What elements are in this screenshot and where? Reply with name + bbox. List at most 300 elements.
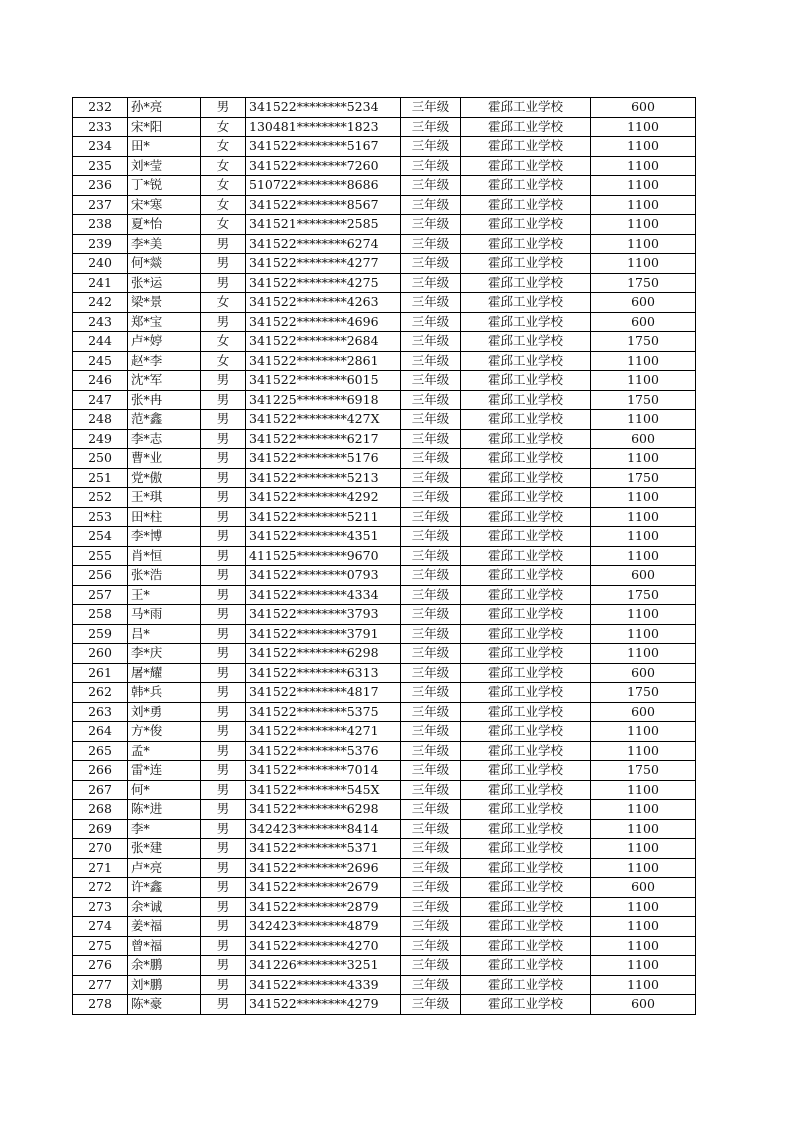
amount-cell: 1100 [591,488,696,508]
student-name-cell: 李*志 [128,429,201,449]
school-cell: 霍邱工业学校 [461,273,591,293]
table-row [73,449,696,469]
grade-cell: 三年级 [401,663,461,683]
row-number-cell: 254 [73,527,128,547]
grade-cell: 三年级 [401,429,461,449]
grade-cell: 三年级 [401,702,461,722]
student-name-cell: 王*琪 [128,488,201,508]
amount-cell: 600 [591,702,696,722]
student-name-cell: 何*燚 [128,254,201,274]
student-name-cell: 梁*景 [128,293,201,313]
school-cell: 霍邱工业学校 [461,624,591,644]
gender-cell: 男 [201,566,246,586]
id-number-cell: 341522********2696 [246,858,401,878]
school-cell: 霍邱工业学校 [461,254,591,274]
gender-cell: 男 [201,839,246,859]
row-number-cell: 232 [73,98,128,118]
gender-cell: 男 [201,917,246,937]
grade-cell: 三年级 [401,507,461,527]
id-number-cell: 341522********7260 [246,156,401,176]
gender-cell: 男 [201,488,246,508]
student-name-cell: 张*冉 [128,390,201,410]
school-cell: 霍邱工业学校 [461,566,591,586]
id-number-cell: 341522********4292 [246,488,401,508]
amount-cell: 1100 [591,195,696,215]
grade-cell: 三年级 [401,936,461,956]
gender-cell: 男 [201,410,246,430]
student-name-cell: 宋*寒 [128,195,201,215]
student-name-cell: 曾*福 [128,936,201,956]
student-name-cell: 姜*福 [128,917,201,937]
id-number-cell: 341522********5213 [246,468,401,488]
table-row [73,936,696,956]
student-name-cell: 屠*耀 [128,663,201,683]
row-number-cell: 277 [73,975,128,995]
id-number-cell: 341521********2585 [246,215,401,235]
grade-cell: 三年级 [401,98,461,118]
grade-cell: 三年级 [401,351,461,371]
gender-cell: 女 [201,351,246,371]
grade-cell: 三年级 [401,624,461,644]
table-row [73,429,696,449]
row-number-cell: 256 [73,566,128,586]
grade-cell: 三年级 [401,117,461,137]
school-cell: 霍邱工业学校 [461,234,591,254]
table-row [73,234,696,254]
id-number-cell: 341522********2861 [246,351,401,371]
school-cell: 霍邱工业学校 [461,995,591,1015]
table-row [73,878,696,898]
id-number-cell: 341522********6298 [246,644,401,664]
school-cell: 霍邱工业学校 [461,429,591,449]
amount-cell: 600 [591,293,696,313]
student-name-cell: 范*鑫 [128,410,201,430]
id-number-cell: 341226********3251 [246,956,401,976]
row-number-cell: 262 [73,683,128,703]
table-row [73,137,696,157]
student-name-cell: 孙*亮 [128,98,201,118]
table-row [73,897,696,917]
id-number-cell: 341522********2679 [246,878,401,898]
table-row [73,332,696,352]
gender-cell: 女 [201,293,246,313]
grade-cell: 三年级 [401,722,461,742]
amount-cell: 1100 [591,449,696,469]
student-name-cell: 沈*军 [128,371,201,391]
student-subsidy-table [72,97,696,1015]
grade-cell: 三年级 [401,293,461,313]
student-name-cell: 雷*连 [128,761,201,781]
id-number-cell: 341225********6918 [246,390,401,410]
row-number-cell: 260 [73,644,128,664]
grade-cell: 三年级 [401,468,461,488]
id-number-cell: 341522********6313 [246,663,401,683]
gender-cell: 男 [201,585,246,605]
student-name-cell: 孟* [128,741,201,761]
grade-cell: 三年级 [401,566,461,586]
school-cell: 霍邱工业学校 [461,312,591,332]
amount-cell: 1100 [591,527,696,547]
id-number-cell: 341522********6274 [246,234,401,254]
grade-cell: 三年级 [401,410,461,430]
table-row [73,254,696,274]
student-name-cell: 卢*婷 [128,332,201,352]
gender-cell: 女 [201,117,246,137]
gender-cell: 男 [201,858,246,878]
amount-cell: 600 [591,566,696,586]
school-cell: 霍邱工业学校 [461,137,591,157]
amount-cell: 1750 [591,761,696,781]
grade-cell: 三年级 [401,546,461,566]
amount-cell: 1100 [591,254,696,274]
school-cell: 霍邱工业学校 [461,644,591,664]
id-number-cell: 341522********7014 [246,761,401,781]
row-number-cell: 244 [73,332,128,352]
row-number-cell: 263 [73,702,128,722]
table-row [73,663,696,683]
id-number-cell: 342423********4879 [246,917,401,937]
gender-cell: 男 [201,254,246,274]
table-row [73,488,696,508]
student-name-cell: 田*柱 [128,507,201,527]
school-cell: 霍邱工业学校 [461,215,591,235]
school-cell: 霍邱工业学校 [461,176,591,196]
grade-cell: 三年级 [401,858,461,878]
row-number-cell: 264 [73,722,128,742]
school-cell: 霍邱工业学校 [461,858,591,878]
amount-cell: 1100 [591,722,696,742]
grade-cell: 三年级 [401,273,461,293]
gender-cell: 男 [201,995,246,1015]
school-cell: 霍邱工业学校 [461,761,591,781]
student-name-cell: 陈*进 [128,800,201,820]
table-row [73,215,696,235]
row-number-cell: 240 [73,254,128,274]
id-number-cell: 341522********3791 [246,624,401,644]
table-row [73,839,696,859]
school-cell: 霍邱工业学校 [461,546,591,566]
amount-cell: 1100 [591,507,696,527]
amount-cell: 1100 [591,117,696,137]
table-row [73,507,696,527]
gender-cell: 男 [201,546,246,566]
row-number-cell: 275 [73,936,128,956]
school-cell: 霍邱工业学校 [461,975,591,995]
grade-cell: 三年级 [401,585,461,605]
row-number-cell: 261 [73,663,128,683]
row-number-cell: 237 [73,195,128,215]
id-number-cell: 411525********9670 [246,546,401,566]
amount-cell: 1750 [591,468,696,488]
row-number-cell: 238 [73,215,128,235]
school-cell: 霍邱工业学校 [461,917,591,937]
table-row [73,527,696,547]
amount-cell: 1100 [591,956,696,976]
student-name-cell: 夏*怡 [128,215,201,235]
amount-cell: 1100 [591,819,696,839]
grade-cell: 三年级 [401,234,461,254]
amount-cell: 1100 [591,780,696,800]
grade-cell: 三年级 [401,254,461,274]
row-number-cell: 259 [73,624,128,644]
gender-cell: 男 [201,897,246,917]
table-row [73,273,696,293]
gender-cell: 男 [201,819,246,839]
school-cell: 霍邱工业学校 [461,605,591,625]
grade-cell: 三年级 [401,956,461,976]
gender-cell: 女 [201,156,246,176]
row-number-cell: 233 [73,117,128,137]
student-name-cell: 张*建 [128,839,201,859]
gender-cell: 男 [201,936,246,956]
school-cell: 霍邱工业学校 [461,585,591,605]
amount-cell: 1100 [591,975,696,995]
amount-cell: 1100 [591,936,696,956]
gender-cell: 男 [201,312,246,332]
student-name-cell: 刘*鹏 [128,975,201,995]
student-name-cell: 丁*锐 [128,176,201,196]
amount-cell: 1750 [591,332,696,352]
table-row [73,195,696,215]
id-number-cell: 341522********4270 [246,936,401,956]
id-number-cell: 341522********3793 [246,605,401,625]
gender-cell: 女 [201,176,246,196]
table-row [73,293,696,313]
amount-cell: 1100 [591,917,696,937]
grade-cell: 三年级 [401,156,461,176]
gender-cell: 男 [201,878,246,898]
grade-cell: 三年级 [401,215,461,235]
row-number-cell: 249 [73,429,128,449]
gender-cell: 男 [201,449,246,469]
school-cell: 霍邱工业学校 [461,468,591,488]
gender-cell: 男 [201,527,246,547]
table-row [73,176,696,196]
row-number-cell: 251 [73,468,128,488]
amount-cell: 600 [591,663,696,683]
table-row [73,98,696,118]
row-number-cell: 236 [73,176,128,196]
amount-cell: 600 [591,878,696,898]
student-name-cell: 李* [128,819,201,839]
school-cell: 霍邱工业学校 [461,819,591,839]
id-number-cell: 341522********4271 [246,722,401,742]
id-number-cell: 341522********4334 [246,585,401,605]
grade-cell: 三年级 [401,390,461,410]
row-number-cell: 248 [73,410,128,430]
grade-cell: 三年级 [401,839,461,859]
id-number-cell: 341522********4696 [246,312,401,332]
grade-cell: 三年级 [401,897,461,917]
table-row [73,390,696,410]
gender-cell: 男 [201,956,246,976]
gender-cell: 男 [201,800,246,820]
gender-cell: 男 [201,429,246,449]
table-row [73,917,696,937]
grade-cell: 三年级 [401,449,461,469]
id-number-cell: 341522********5167 [246,137,401,157]
grade-cell: 三年级 [401,683,461,703]
gender-cell: 男 [201,975,246,995]
gender-cell: 男 [201,371,246,391]
row-number-cell: 266 [73,761,128,781]
student-name-cell: 余*诚 [128,897,201,917]
gender-cell: 女 [201,137,246,157]
table-row [73,351,696,371]
school-cell: 霍邱工业学校 [461,449,591,469]
amount-cell: 1100 [591,176,696,196]
gender-cell: 男 [201,98,246,118]
row-number-cell: 243 [73,312,128,332]
id-number-cell: 341522********4351 [246,527,401,547]
gender-cell: 男 [201,683,246,703]
school-cell: 霍邱工业学校 [461,527,591,547]
row-number-cell: 273 [73,897,128,917]
student-name-cell: 李*庆 [128,644,201,664]
row-number-cell: 250 [73,449,128,469]
student-name-cell: 马*雨 [128,605,201,625]
amount-cell: 1750 [591,273,696,293]
id-number-cell: 130481********1823 [246,117,401,137]
student-name-cell: 李*美 [128,234,201,254]
id-number-cell: 341522********5376 [246,741,401,761]
row-number-cell: 247 [73,390,128,410]
table-row [73,995,696,1015]
id-number-cell: 341522********4275 [246,273,401,293]
row-number-cell: 258 [73,605,128,625]
school-cell: 霍邱工业学校 [461,878,591,898]
school-cell: 霍邱工业学校 [461,839,591,859]
gender-cell: 男 [201,741,246,761]
grade-cell: 三年级 [401,137,461,157]
school-cell: 霍邱工业学校 [461,936,591,956]
student-name-cell: 刘*勇 [128,702,201,722]
row-number-cell: 267 [73,780,128,800]
gender-cell: 男 [201,273,246,293]
student-name-cell: 刘*莹 [128,156,201,176]
student-name-cell: 田* [128,137,201,157]
table-row [73,546,696,566]
school-cell: 霍邱工业学校 [461,780,591,800]
gender-cell: 男 [201,663,246,683]
row-number-cell: 278 [73,995,128,1015]
school-cell: 霍邱工业学校 [461,351,591,371]
school-cell: 霍邱工业学校 [461,507,591,527]
id-number-cell: 341522********8567 [246,195,401,215]
id-number-cell: 341522********4277 [246,254,401,274]
school-cell: 霍邱工业学校 [461,897,591,917]
student-name-cell: 党*傲 [128,468,201,488]
id-number-cell: 341522********2684 [246,332,401,352]
student-name-cell: 陈*豪 [128,995,201,1015]
table-row [73,956,696,976]
id-number-cell: 341522********4339 [246,975,401,995]
school-cell: 霍邱工业学校 [461,390,591,410]
id-number-cell: 341522********5371 [246,839,401,859]
school-cell: 霍邱工业学校 [461,702,591,722]
grade-cell: 三年级 [401,917,461,937]
school-cell: 霍邱工业学校 [461,956,591,976]
student-name-cell: 何* [128,780,201,800]
student-name-cell: 肖*恒 [128,546,201,566]
amount-cell: 1100 [591,215,696,235]
student-name-cell: 曹*业 [128,449,201,469]
gender-cell: 男 [201,644,246,664]
id-number-cell: 341522********6217 [246,429,401,449]
grade-cell: 三年级 [401,761,461,781]
school-cell: 霍邱工业学校 [461,293,591,313]
id-number-cell: 341522********545X [246,780,401,800]
id-number-cell: 341522********427X [246,410,401,430]
amount-cell: 1100 [591,410,696,430]
row-number-cell: 255 [73,546,128,566]
row-number-cell: 245 [73,351,128,371]
grade-cell: 三年级 [401,195,461,215]
row-number-cell: 271 [73,858,128,878]
amount-cell: 1100 [591,351,696,371]
student-name-cell: 韩*兵 [128,683,201,703]
school-cell: 霍邱工业学校 [461,410,591,430]
gender-cell: 男 [201,234,246,254]
row-number-cell: 252 [73,488,128,508]
table-row [73,605,696,625]
school-cell: 霍邱工业学校 [461,117,591,137]
gender-cell: 女 [201,215,246,235]
table-row [73,975,696,995]
amount-cell: 600 [591,429,696,449]
grade-cell: 三年级 [401,312,461,332]
amount-cell: 1100 [591,644,696,664]
school-cell: 霍邱工业学校 [461,195,591,215]
id-number-cell: 341522********4279 [246,995,401,1015]
gender-cell: 男 [201,702,246,722]
grade-cell: 三年级 [401,741,461,761]
student-name-cell: 张*浩 [128,566,201,586]
amount-cell: 1750 [591,585,696,605]
id-number-cell: 341522********2879 [246,897,401,917]
id-number-cell: 510722********8686 [246,176,401,196]
id-number-cell: 341522********4817 [246,683,401,703]
row-number-cell: 274 [73,917,128,937]
gender-cell: 女 [201,332,246,352]
amount-cell: 1100 [591,156,696,176]
id-number-cell: 342423********8414 [246,819,401,839]
grade-cell: 三年级 [401,975,461,995]
table-row [73,468,696,488]
amount-cell: 1750 [591,390,696,410]
amount-cell: 600 [591,995,696,1015]
grade-cell: 三年级 [401,605,461,625]
row-number-cell: 268 [73,800,128,820]
grade-cell: 三年级 [401,371,461,391]
grade-cell: 三年级 [401,644,461,664]
amount-cell: 1100 [591,624,696,644]
gender-cell: 女 [201,195,246,215]
grade-cell: 三年级 [401,878,461,898]
grade-cell: 三年级 [401,176,461,196]
amount-cell: 1100 [591,605,696,625]
table-row [73,585,696,605]
grade-cell: 三年级 [401,488,461,508]
grade-cell: 三年级 [401,332,461,352]
table-row [73,566,696,586]
table-row [73,780,696,800]
table-row [73,117,696,137]
row-number-cell: 246 [73,371,128,391]
gender-cell: 男 [201,780,246,800]
grade-cell: 三年级 [401,819,461,839]
id-number-cell: 341522********5375 [246,702,401,722]
